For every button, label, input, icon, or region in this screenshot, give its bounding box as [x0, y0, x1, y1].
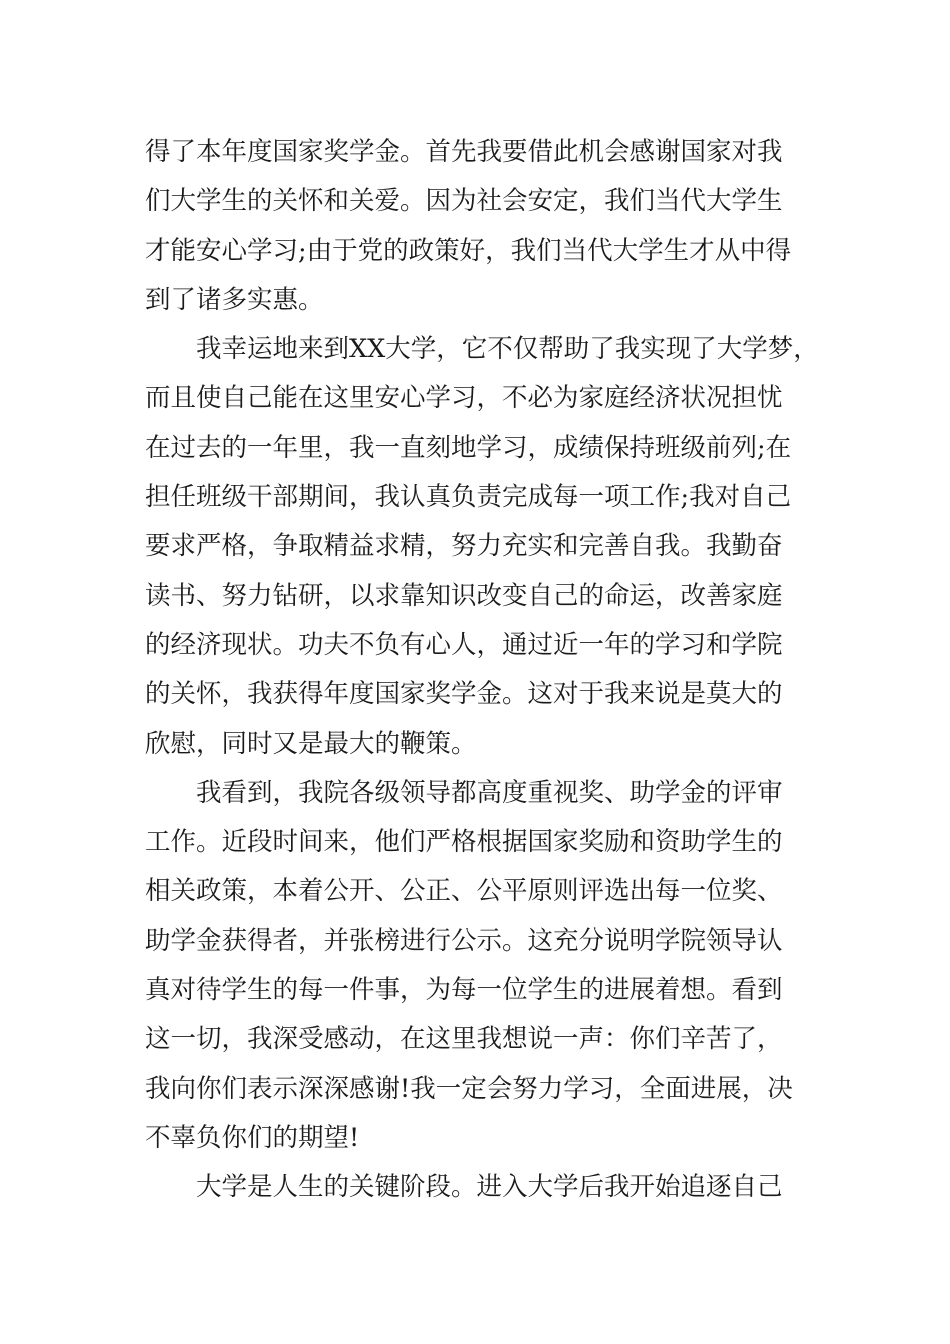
text-line: 到了诸多实惠。	[145, 284, 324, 315]
text-line: 的经济现状。功夫不负有心人，通过近一年的学习和学院	[145, 629, 783, 660]
text-line: 欣慰，同时又是最大的鞭策。	[145, 728, 477, 759]
text-line: 得了本年度国家奖学金。首先我要借此机会感谢国家对我	[145, 137, 783, 167]
text-line: 担任班级干部期间，我认真负责完成每一项工作;我对自己	[145, 482, 792, 513]
text-line: 助学金获得者，并张榜进行公示。这充分说明学院领导认	[145, 925, 783, 956]
text-line: 要求严格，争取精益求精，努力充实和完善自我。我勤奋	[145, 531, 783, 562]
paragraph-first-line: 我幸运地来到XX大学，它不仅帮助了我实现了大学梦，	[196, 334, 819, 365]
text-line: 读书、努力钻研，以求靠知识改变自己的命运，改善家庭	[145, 580, 783, 611]
paragraph-first-line: 大学是人生的关键阶段。进入大学后我开始追逐自己	[196, 1172, 783, 1203]
text-line: 不辜负你们的期望!	[145, 1122, 360, 1153]
paragraph-first-line: 我看到，我院各级领导都高度重视奖、助学金的评审	[196, 777, 783, 808]
text-line: 相关政策，本着公开、公正、公平原则评选出每一位奖、	[145, 876, 783, 907]
text-line: 这一切，我深受感动，在这里我想说一声：你们辛苦了，	[145, 1024, 783, 1055]
text-line: 的关怀，我获得年度国家奖学金。这对于我来说是莫大的	[145, 679, 783, 710]
text-line: 而且使自己能在这里安心学习，不必为家庭经济状况担忧	[145, 383, 783, 414]
text-line: 真对待学生的每一件事，为每一位学生的进展着想。看到	[145, 975, 783, 1006]
text-line: 才能安心学习;由于党的政策好，我们当代大学生才从中得	[145, 235, 792, 266]
text-line: 工作。近段时间来，他们严格根据国家奖励和资助学生的	[145, 827, 783, 858]
text-line: 我向你们表示深深感谢!我一定会努力学习，全面进展，决	[145, 1073, 793, 1104]
text-line: 在过去的一年里，我一直刻地学习，成绩保持班级前列;在	[145, 432, 792, 463]
text-line: 们大学生的关怀和关爱。因为社会安定，我们当代大学生	[145, 186, 783, 217]
document-body	[145, 128, 819, 1213]
